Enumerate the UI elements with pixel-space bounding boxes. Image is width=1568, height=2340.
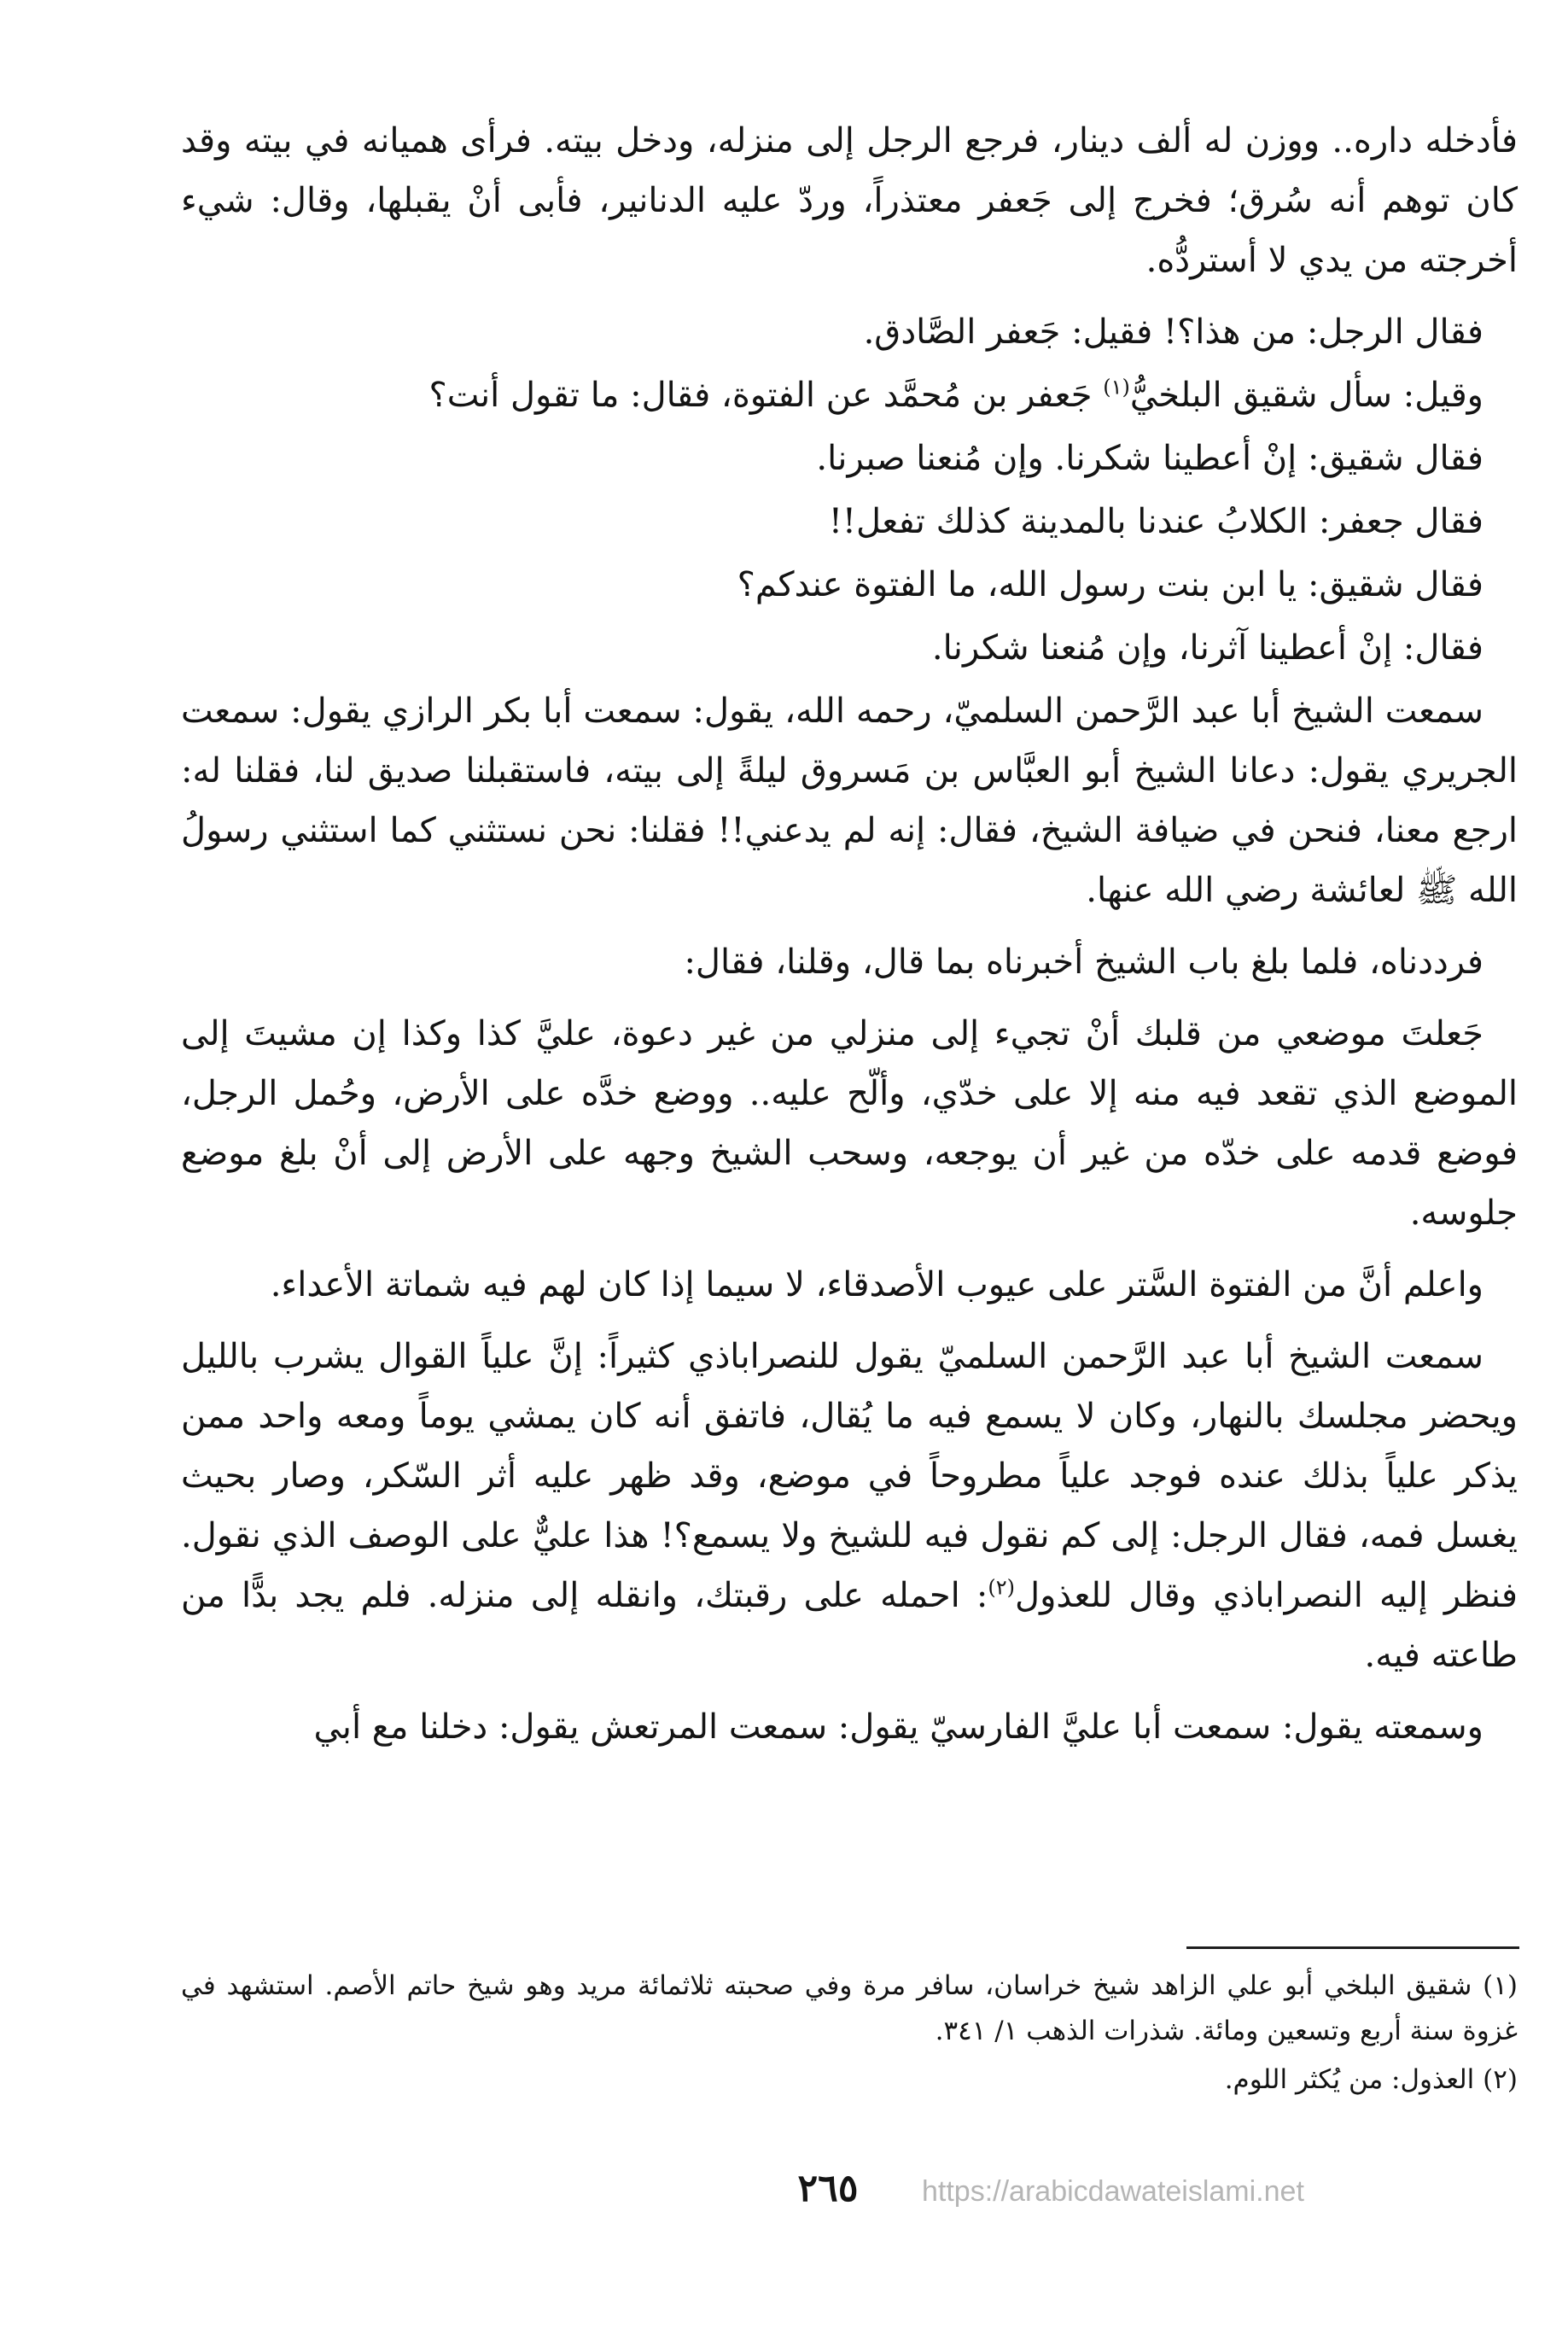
footnote-divider	[1186, 1946, 1519, 1949]
paragraph: جَعلتَ موضعي من قلبك أنْ تجيء إلى منزلي من غير دعوة، عليَّ كذا وكذا إن مشيتَ إلى الموضع الذي تقعد فيه منه إلا على خدّي، وألّح عليه.. ووضع خدَّه على الأرض، وحُمل الرجل، فوضع قدمه على خدّه من غير أن يوجعه، وسحب الشيخ وجهه على الأرض إلى أنْ بلغ موضع جلوسه.	[181, 1014, 1518, 1233]
paragraph-text-continued: جَعفر بن مُحمَّد عن الفتوة، فقال: ما تقول أنت؟	[428, 376, 1104, 415]
paragraph: سمعت الشيخ أبا عبد الرَّحمن السلميّ، رحمه الله، يقول: سمعت أبا بكر الرازي يقول: سمعت الجريري يقول: دعانا الشيخ أبو العبَّاس بن مَسروق ليلةً إلى بيته، فاستقبلنا صديق لنا، فقلنا له: ارجع معنا، فنحن في ضيافة الشيخ، فقال: إنه لم يدعني!! فقلنا: نحن نستثني كما استثني رسولُ الله ﷺ لعائشة رضي الله عنها.	[181, 691, 1518, 910]
footnote-2: (٢) العذول: من يُكثر اللوم.	[1224, 2064, 1518, 2095]
main-text	[181, 111, 1518, 1769]
footnotes-section	[181, 1964, 1518, 2106]
paragraph-text: وقيل: سأل شقيق البلخيُّ	[1129, 376, 1483, 415]
paragraph-with-footnote	[181, 365, 1518, 425]
page-number: ٢٦٥	[797, 2167, 859, 2210]
paragraph-with-footnote	[181, 1327, 1518, 1685]
footnote-ref-2: (٢)	[988, 1575, 1016, 1600]
watermark-url: https://arabicdawateislami.net	[922, 2175, 1304, 2208]
paragraph: فقال شقيق: إنْ أعطينا شكرنا. وإن مُنعنا صبرنا.	[816, 439, 1483, 478]
paragraph: فقال: إنْ أعطينا آثرنا، وإن مُنعنا شكرنا.	[931, 628, 1483, 668]
paragraph: فقال الرجل: من هذا؟! فقيل: جَعفر الصَّادق.	[863, 312, 1483, 352]
paragraph: واعلم أنَّ من الفتوة السَّتر على عيوب الأصدقاء، لا سيما إذا كان لهم فيه شماتة الأعداء.	[270, 1265, 1483, 1304]
paragraph: فقال جعفر: الكلابُ عندنا بالمدينة كذلك تفعل!!	[828, 502, 1483, 541]
paragraph: وسمعته يقول: سمعت أبا عليَّ الفارسيّ يقول: سمعت المرتعش يقول: دخلنا مع أبي	[313, 1707, 1483, 1747]
paragraph-text-continued: : احمله على رقبتك، وانقله إلى منزله. فلم يجد بدًّا من طاعته فيه.	[181, 1576, 1518, 1675]
paragraph: فرددناه، فلما بلغ باب الشيخ أخبرناه بما قال، وقلنا، فقال:	[684, 942, 1483, 982]
footnote-1: (١) شقيق البلخي أبو علي الزاهد شيخ خراسان، سافر مرة وفي صحبته ثلاثمائة مريد وهو شيخ حاتم الأصم. استشهد في غزوة سنة أربع وتسعين ومائة. شذرات الذهب ١/ ٣٤١.	[181, 1970, 1518, 2046]
paragraph: فأدخله داره.. ووزن له ألف دينار، فرجع الرجل إلى منزله، ودخل بيته. فرأى هميانه في بيته وقد كان توهم أنه سُرق؛ فخرج إلى جَعفر معتذراً، وردّ عليه الدنانير، فأبى أنْ يقبلها، وقال: شيء أخرجته من يدي لا أستردُّه.	[181, 121, 1518, 280]
footnote-ref-1: (١)	[1103, 375, 1130, 400]
paragraph-text: سمعت الشيخ أبا عبد الرَّحمن السلميّ يقول للنصراباذي كثيراً: إنَّ علياً القوال يشرب بالليل ويحضر مجلسك بالنهار، وكان لا يسمع فيه ما يُقال، فاتفق أنه كان يمشي يوماً ومعه واحد ممن يذكر علياً بذلك عنده فوجد علياً مطروحاً في موضع، وقد ظهر عليه أثر السّكر، وصار بحيث يغسل فمه، فقال الرجل: إلى كم نقول فيه للشيخ ولا يسمع؟! هذا عليٌّ على الوصف الذي نقول. فنظر إليه النصراباذي وقال للعذول	[181, 1337, 1518, 1615]
paragraph: فقال شقيق: يا ابن بنت رسول الله، ما الفتوة عندكم؟	[737, 565, 1483, 604]
